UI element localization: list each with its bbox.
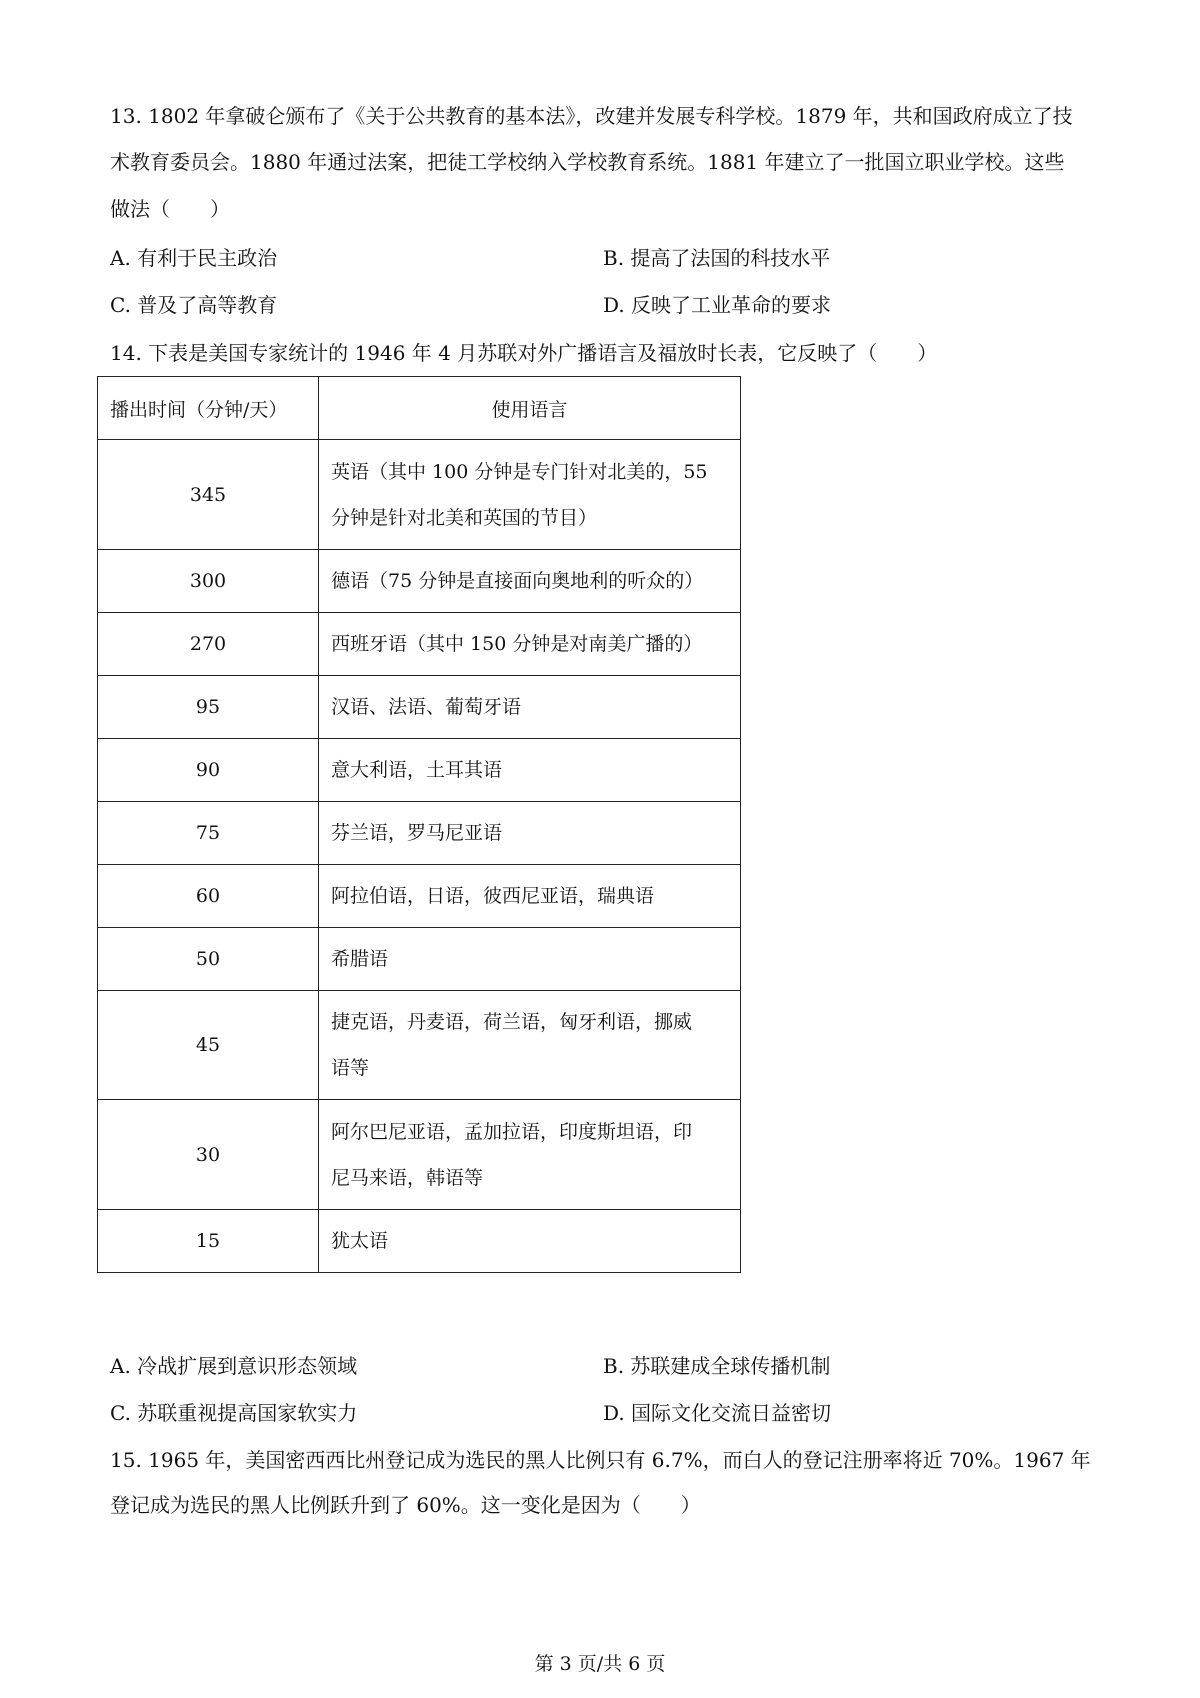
table-row	[98, 676, 741, 739]
table-row	[98, 865, 741, 928]
q13-stem-line-1: 13. 1802 年拿破仑颁布了《关于公共教育的基本法》，改建并发展专科学校。1879 年，共和国政府成立了技	[110, 104, 1073, 128]
minutes-cell: 300	[98, 550, 319, 613]
q13-stem-line-3: 做法（ ）	[110, 197, 230, 221]
minutes-cell: 30	[98, 1100, 319, 1210]
language-cell: 芬兰语，罗马尼亚语	[319, 802, 741, 865]
minutes-cell: 50	[98, 928, 319, 991]
table-row	[98, 1100, 741, 1210]
language-cell	[319, 991, 741, 1100]
language-cell: 希腊语	[319, 928, 741, 991]
minutes-cell: 90	[98, 739, 319, 802]
language-cell: 阿拉伯语，日语，彼西尼亚语，瑞典语	[319, 865, 741, 928]
table-header-row	[98, 377, 741, 440]
q13-option-d: D. 反映了工业革命的要求	[603, 293, 832, 317]
table-row	[98, 440, 741, 550]
minutes-cell: 45	[98, 991, 319, 1100]
minutes-cell: 345	[98, 440, 319, 550]
language-line: 阿尔巴尼亚语，孟加拉语，印度斯坦语，印	[331, 1120, 693, 1143]
minutes-cell: 60	[98, 865, 319, 928]
q13-option-b: B. 提高了法国的科技水平	[603, 246, 831, 270]
language-line: 语等	[331, 1057, 370, 1079]
q14-option-d: D. 国际文化交流日益密切	[603, 1401, 832, 1425]
page-number: 第 3 页/共 6 页	[534, 1653, 666, 1675]
language-cell: 西班牙语（其中 150 分钟是对南美广播的）	[319, 613, 741, 676]
language-cell	[319, 440, 741, 550]
table-row	[98, 1210, 741, 1273]
table-row	[98, 550, 741, 613]
language-line: 分钟是针对北美和英国的节目）	[331, 506, 598, 529]
minutes-cell: 15	[98, 1210, 319, 1273]
table-row	[98, 991, 741, 1100]
q15-stem-line-1: 15. 1965 年，美国密西西比州登记成为选民的黑人比例只有 6.7%，而白人的登记注册率将近 70%。1967 年	[110, 1448, 1091, 1472]
header-minutes: 播出时间（分钟/天）	[98, 377, 319, 440]
table-row	[98, 928, 741, 991]
q14-option-a: A. 冷战扩展到意识形态领域	[110, 1354, 358, 1378]
q15-stem-line-2: 登记成为选民的黑人比例跃升到了 60%。这一变化是因为（ ）	[110, 1493, 701, 1517]
q14-stem: 14. 下表是美国专家统计的 1946 年 4 月苏联对外广播语言及福放时长表，它反映了（ ）	[110, 341, 938, 365]
language-cell: 汉语、法语、葡萄牙语	[319, 676, 741, 739]
q14-option-c: C. 苏联重视提高国家软实力	[110, 1401, 358, 1425]
minutes-cell: 95	[98, 676, 319, 739]
language-cell: 意大利语，土耳其语	[319, 739, 741, 802]
q13-option-c: C. 普及了高等教育	[110, 293, 278, 317]
q13-option-a: A. 有利于民主政治	[110, 246, 278, 270]
table-row	[98, 613, 741, 676]
table-row	[98, 739, 741, 802]
q14-option-b: B. 苏联建成全球传播机制	[603, 1354, 831, 1378]
language-line: 英语（其中 100 分钟是专门针对北美的，55	[331, 460, 708, 483]
table-row	[98, 802, 741, 865]
q13-stem-line-2: 术教育委员会。1880 年通过法案，把徒工学校纳入学校教育系统。1881 年建立了一批国立职业学校。这些	[110, 150, 1065, 174]
language-line: 捷克语，丹麦语，荷兰语，匈牙利语，挪威	[331, 1011, 693, 1033]
minutes-cell: 270	[98, 613, 319, 676]
language-line: 尼马来语，韩语等	[331, 1166, 484, 1189]
header-language: 使用语言	[319, 377, 741, 440]
language-cell	[319, 1100, 741, 1210]
language-cell: 德语（75 分钟是直接面向奥地利的听众的）	[319, 550, 741, 613]
broadcast-language-table	[97, 376, 741, 1273]
language-cell: 犹太语	[319, 1210, 741, 1273]
minutes-cell: 75	[98, 802, 319, 865]
